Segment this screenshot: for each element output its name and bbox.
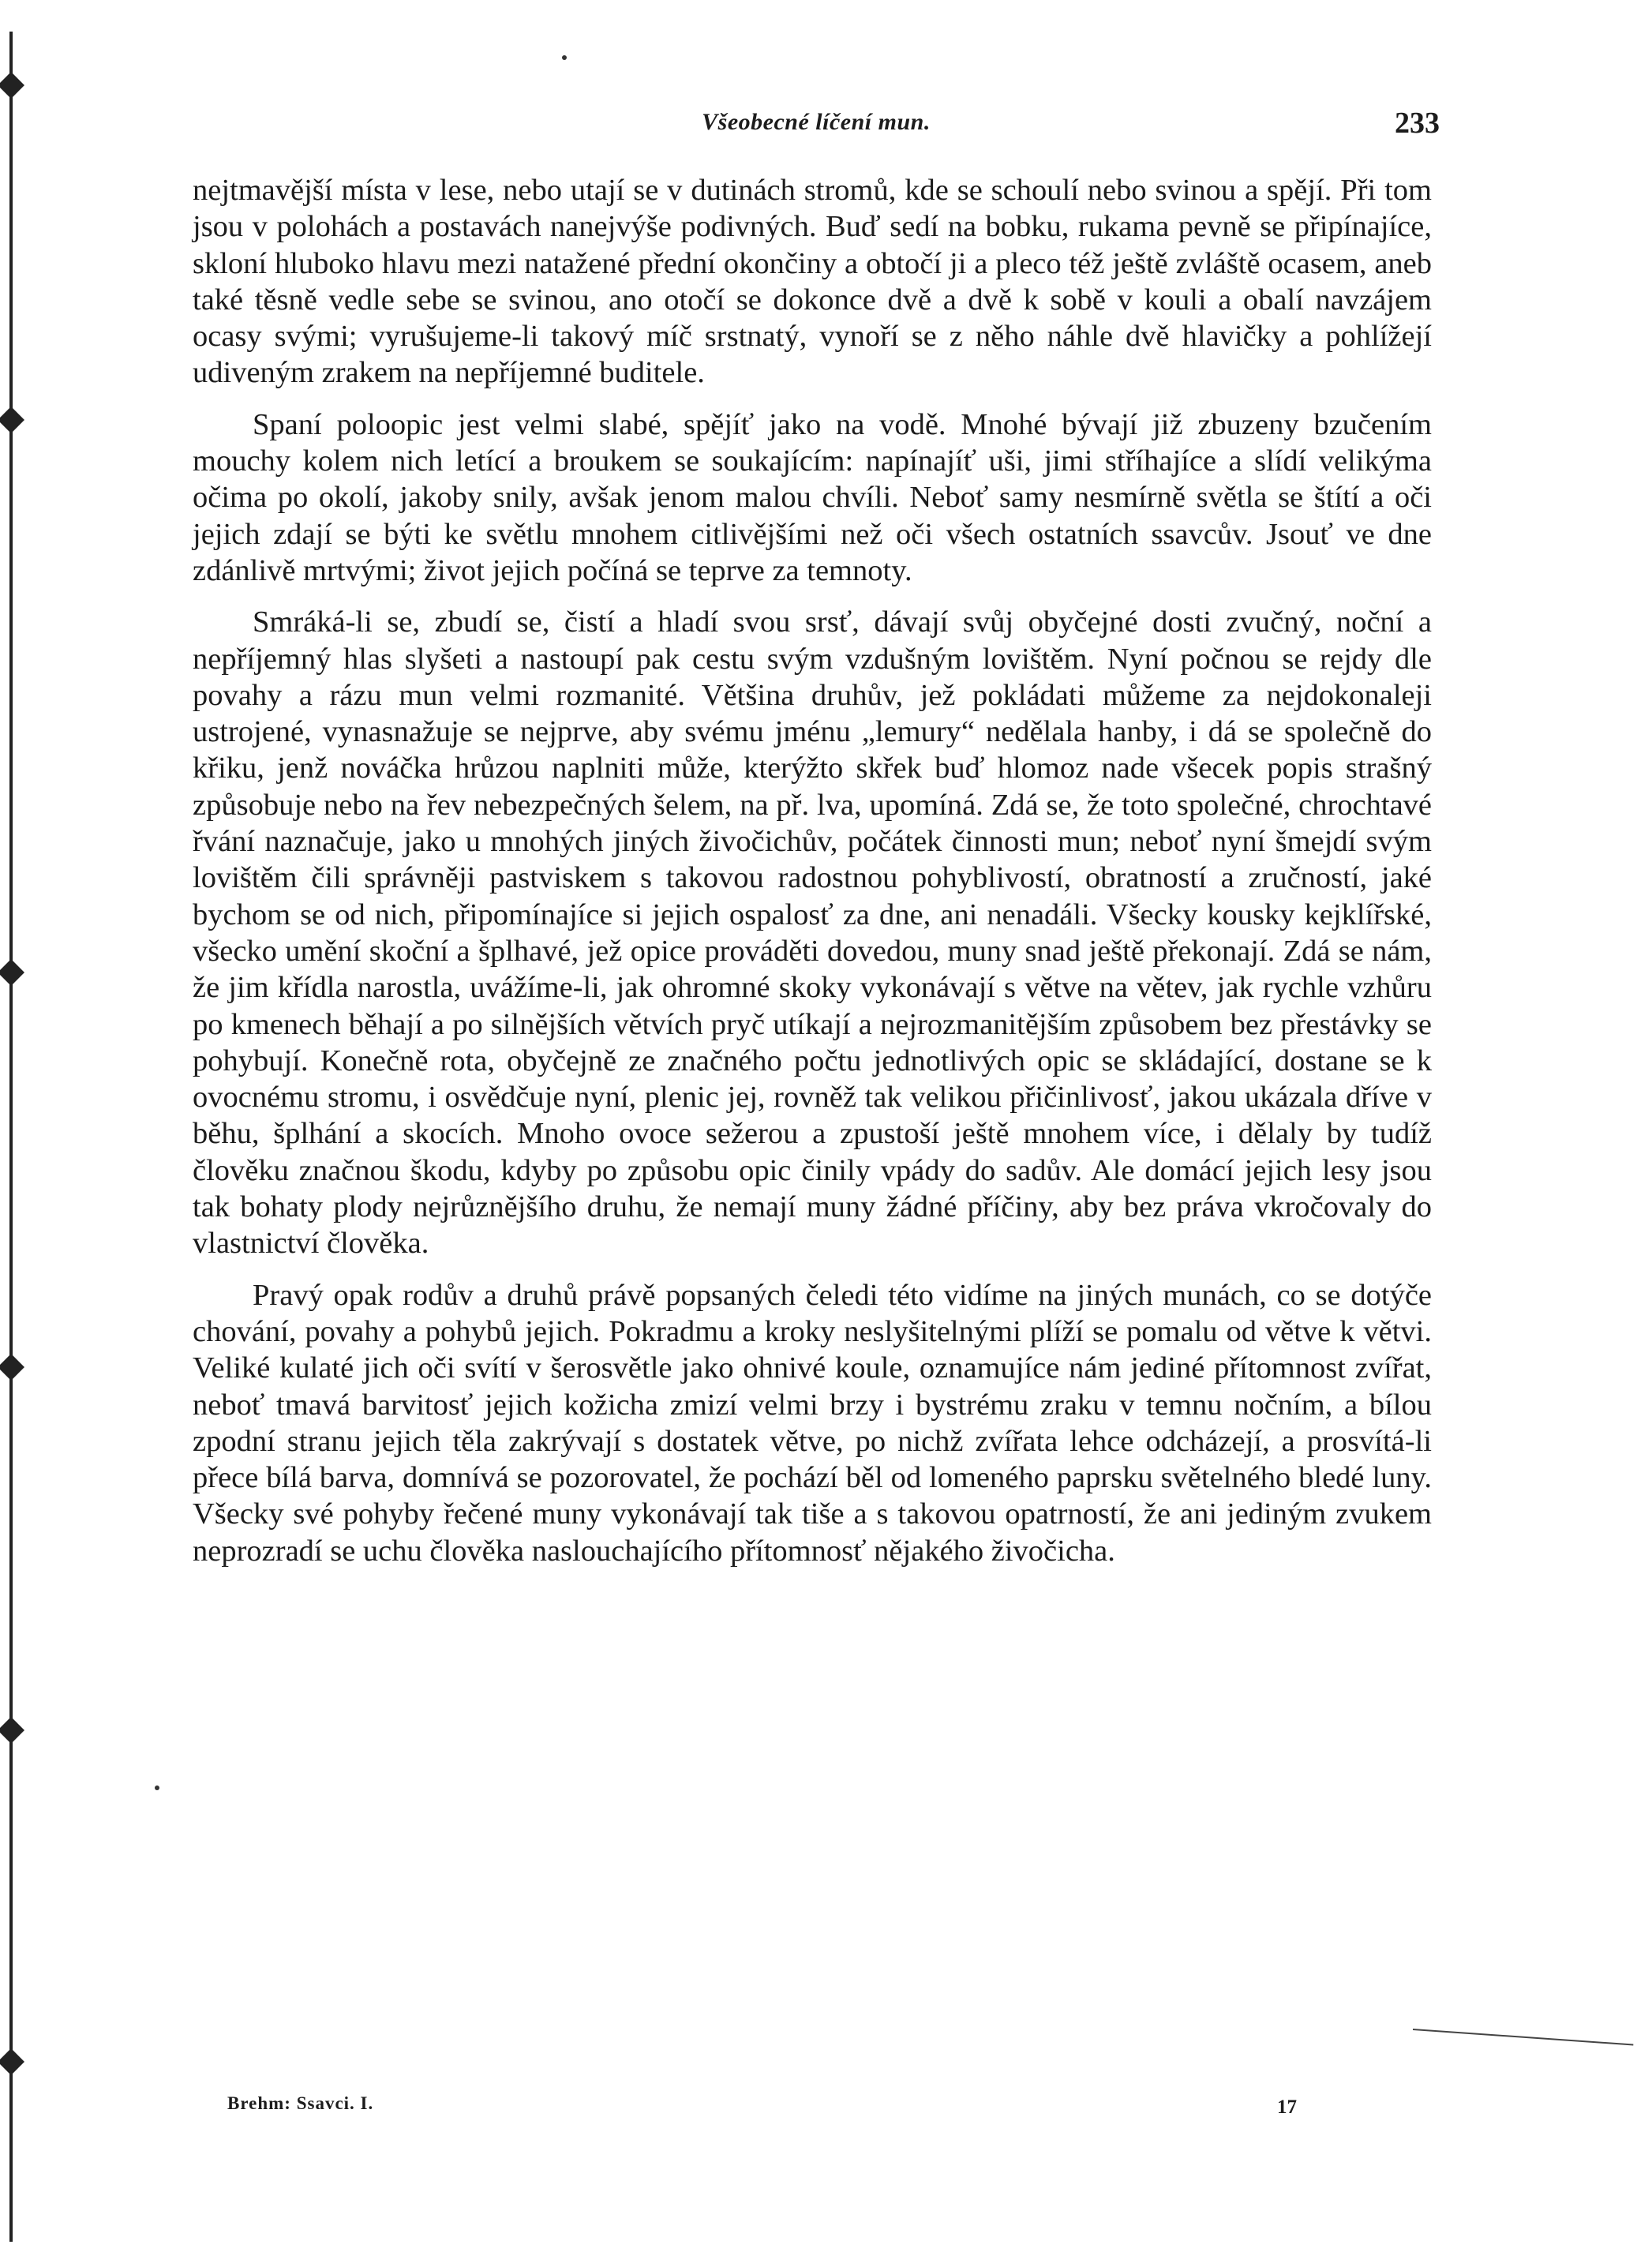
page-number: 233 <box>1395 107 1440 140</box>
binding-stitch-mark <box>0 407 24 433</box>
printer-signature: Brehm: Ssavci. I. <box>227 2093 374 2113</box>
body-text <box>193 172 1432 1569</box>
page-header <box>193 101 1440 148</box>
binding-stitch-mark <box>0 2048 24 2075</box>
binding-stitch-mark <box>0 1717 24 1744</box>
paragraph: Spaní poloopic jest velmi slabé, spějíť jako na vodě. Mnohé bývají již zbuzeny bzučením mouchy kolem nich letící a broukem se soukajícím: napínajíť uši, jimi stříhajíce a slídí velikýma očima po okolí, jakoby snily, avšak jenom malou chvíli. Neboť samy nesmírně světla se štítí a oči jejich zdají se býti ke světlu mnohem citlivějšími než oči všech ostatních ssavcův. Jsouť ve dne zdánlivě mrtvými; život jejich počíná se teprve za temnoty. <box>193 407 1432 587</box>
print-speck <box>155 1785 159 1790</box>
sheet-number: 17 <box>1277 2097 1297 2118</box>
binding-stitch-mark <box>0 72 24 99</box>
running-title: Všeobecné líčení mun. <box>702 109 931 135</box>
binding-edge <box>0 0 24 2267</box>
paragraph: Smráká-li se, zbudí se, čistí a hladí svou srsť, dávají svůj obyčejné dosti zvučný, noční a nepříjemný hlas slyšeti a nastoupí pak cestu svým vzdušným lovištěm. Nyní počnou se rejdy dle povahy a rázu mun velmi rozmanité. Většina druhův, jež pokládati můžeme za nejdokonaleji ustrojené, vynasnažuje se nejprve, aby svému jménu „lemury“ nedělala hanby, i dá se společně do křiku, jenž nováčka hrůzou naplniti může, kterýžto skřek buď hlomoz nade všecek popis strašný způsobuje nebo na řev nebezpečných šelem, na př. lva, upomíná. Zdá se, že toto společné, chrochtavé řvání naznačuje, jako u mnohých jiných živočichův, počátek činnosti mun; neboť nyní šmejdí svým lovištěm čili správněji pastviskem s takovou radostnou pohyblivostí, obratností a zručností, jaké bychom se od nich, připomínajíce si jejich ospalosť za dne, ani nenadáli. Všecky kousky kejklířské, všecko umění skoční a šplhavé, jež opice prováděti dovedou, muny snad ještě překonají. Zdá se nám, že jim křídla narostla, uvážíme-li, jak ohromné skoky vykonávají s větve na větev, jak rychle vzhůru po kmenech běhají a po silnějších větvích pryč utíkají a nejrozmanitějším způsobem bez přestávky se pohybují. Konečně rota, obyčejně ze značného počtu jednotlivých opic se skládající, dostane se k ovocnému stromu, i osvědčuje nyní, plenic jej, rovněž tak velikou přičinlivosť, jakou ukázala dříve v běhu, šplhání a skocích. Mnoho ovoce sežerou a zpustoší ještě mnohem více, i dělaly by tudíž člověku značnou škodu, kdyby po způsobu opic činily vpády do sadův. Ale domácí jejich lesy jsou tak bohaty plody nejrůznějšího druhu, že nemají muny žádné příčiny, aby bez práva vkročovaly do vlastnictví člověka. <box>193 605 1432 1261</box>
binding-stitch-mark <box>0 959 24 986</box>
binding-stitch-mark <box>0 1354 24 1381</box>
binding-stitch-line <box>9 32 13 2242</box>
page-footer <box>227 2093 1332 2125</box>
paragraph: Pravý opak rodův a druhů právě popsaných čeledi této vidíme na jiných munách, co se dotýče chování, povahy a pohybů jejich. Pokradmu a kroky neslyšitelnými plíží se pomalu od větve k větvi. Veliké kulaté jich oči svítí v šerosvětle jako ohnivé koule, oznamujíce nám jediné přítomnost zvířat, neboť tmavá barvitosť jejich kožicha zmizí velmi brzy i bystrému zraku v temnu nočním, a bílou zpodní stranu jejich těla zakrývají s dostatek větve, po nichž zvířata lehce odcházejí, a prosvítá-li přece bílá barva, domnívá se pozorovatel, že pochází běl od lomeného paprsku světelného bledé luny. Všecky své pohyby řečené muny vykonávají tak tiše a s takovou opatrností, že ani jediným zvukem neprozradí se uchu člověka naslouchajícího přítomnosť nějakého živočicha. <box>193 1278 1432 1568</box>
print-speck <box>562 55 567 60</box>
paragraph: nejtmavější místa v lese, nebo utají se v dutinách stromů, kde se schoulí nebo svinou a spějí. Při tom jsou v polohách a postavách nanejvýše podivných. Buď sedí na bobku, rukama pevně se připínajíce, skloní hluboko hlavu mezi natažené přední okončiny a obtočí ji a pleco též ještě zvláště ocasem, aneb také těsně vedle sebe se svinou, ano otočí se dokonce dvě a dvě k sobě v kouli a obalí navzájem ocasy svými; vyrušujeme-li takový míč srstnatý, vynoří se z něho náhle dvě hlavičky a pohlížejí udiveným zrakem na nepříjemné buditele. <box>193 174 1432 390</box>
pencil-stroke <box>1413 2029 1633 2046</box>
